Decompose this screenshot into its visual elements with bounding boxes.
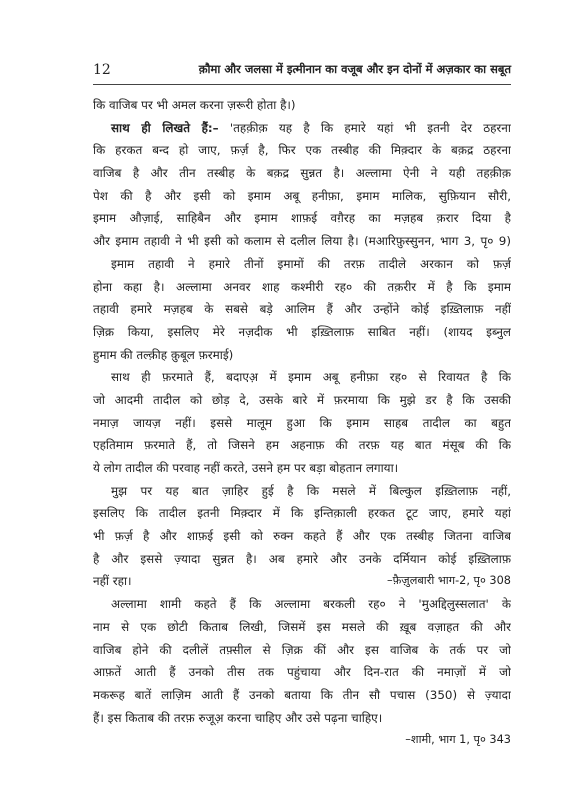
line-text: नाम से एक छोटी किताब लिखी, जिसमें इस मसले की ख़ूब वज़ाहत की और <box>93 619 511 634</box>
page-number: 12 <box>93 62 111 78</box>
line-text: भी फ़र्ज़ है और शाफ़ई इसी को रुक्न कहते हैं और एक तस्बीह जितना वाजिब <box>93 529 511 544</box>
text-line <box>93 593 511 616</box>
text-line <box>93 480 511 503</box>
text-line <box>93 276 511 299</box>
page-header <box>93 60 511 85</box>
line-text: ये लोग तादील की परवाह नहीं करते, उसने हम पर बड़ा बोहतान लगाया। <box>93 461 399 475</box>
line-text: कि वाजिब पर भी अमल करना ज़रूरी होता है।) <box>93 98 296 112</box>
line-text: मकरूह बातें लाज़िम आती हैं उनको बताया कि तीन सौ पचास (350) से ज़्यादा <box>93 687 511 702</box>
text-line <box>93 616 511 639</box>
line-text: है और इससे ज़्यादा सुन्नत है। अब हमारे और उनके दर्मियान कोई इख़्तिलाफ़ <box>93 551 511 566</box>
line-text: नमाज़ जायज़ नहीं। इससे मालूम हुआ कि इमाम साहब तादील का बहुत <box>93 415 511 430</box>
text-line <box>93 412 511 435</box>
line-text: नहीं रहा। <box>93 574 132 589</box>
text-line <box>93 389 511 412</box>
line-text: तहावी हमारे मज़हब के सबसे बड़े आलिम हैं और उन्होंने कोई इख़्तिलाफ़ नहीं <box>93 302 511 317</box>
line-text: अल्लामा शामी कहते हैं कि अल्लामा बरकली रह० ने 'मुअद्दिलुस्सलात' के <box>111 597 511 612</box>
running-title: क़ौमा और जलसा में इत्मीनान का वजूब और इन दोनों में अज़कार का सबूत <box>198 62 511 76</box>
text-line <box>93 253 511 276</box>
text-line <box>93 548 511 571</box>
line-text: साथ ही फ़रमाते हैं, बदाएअ़ में इमाम अबू हनीफ़ा रह० से रिवायत है कि <box>111 370 511 385</box>
line-text: आफ़तें आती हैं उनको तीस तक पहुंचाया और दिन-रात की नमाज़ों में जो <box>93 665 511 680</box>
text-line <box>93 117 511 140</box>
line-text: पेश की है और इसी को इमाम अबू हनीफ़ा, इमाम मालिक, सुफ़ियान सौरी, <box>93 188 511 203</box>
bold-lead-text: साथ ही लिखते हैं:– <box>111 120 219 135</box>
line-text: ज़िक्र किया, इसलिए मेरे नज़दीक भी इख़्तिलाफ़ साबित नहीं। (शायद इब्नुल <box>93 324 511 339</box>
line-text: 'तहक़ीक़ यह है कि हमारे यहां भी इतनी देर ठहरना <box>218 120 511 135</box>
text-line <box>93 570 511 593</box>
text-line <box>93 661 511 684</box>
text-line <box>93 162 511 185</box>
line-text: इमाम तहावी ने हमारे तीनों इमामों की तरफ़ तादीले अरकान को फ़र्ज़ <box>111 256 511 271</box>
line-text: होना कहा है। अल्लामा अनवर शाह कश्मीरी रह० की तक़रीर में है कि इमाम <box>93 279 511 294</box>
text-line <box>93 298 511 321</box>
line-text: मुझ पर यह बात ज़ाहिर हुई है कि मसले में बिल्कुल इख़्तिलाफ़ नहीं, <box>111 483 511 498</box>
line-text: एहतिमाम फ़रमाते हैं, तो जिसने हम अहनाफ़ की तरफ़ यह बात मंसूब की कि <box>93 438 511 453</box>
text-line <box>93 344 511 367</box>
text-line <box>93 639 511 662</box>
text-line <box>93 321 511 344</box>
text-line <box>93 502 511 525</box>
citation: –फ़ैज़ुलबारी भाग-2, पृ० 308 <box>386 574 511 588</box>
line-text: और इमाम तहावी ने भी इसी को कलाम से दलील लिया है। (मआरिफ़ुस्सुनन, भाग 3, पृ० 9) <box>93 234 511 249</box>
text-line <box>93 230 511 253</box>
line-text: वाजिब होने की दलीलें तफ़्सील से ज़िक्र कीं और इस वाजिब के तर्क पर जो <box>93 642 511 657</box>
line-text: कि हरकत बन्द हो जाए, फ़र्ज़ है, फिर एक तस्बीह की मिक़्दार के बक़द्र ठहरना <box>93 143 511 158</box>
text-line <box>93 434 511 457</box>
line-text: हुमाम की तल्क़ीह क़ुबूल फ़रमाई) <box>93 347 234 362</box>
text-line <box>93 684 511 707</box>
line-text: वाजिब है और तीन तस्बीह के बक़द्र सुन्नत है। अल्लामा ऐनी ने यही तहक़ीक़ <box>93 166 511 181</box>
text-line <box>93 457 511 480</box>
page-body <box>93 94 511 752</box>
text-line <box>93 707 511 730</box>
line-text: इमाम औज़ाई, साहिबैन और इमाम शाफ़ई वग़ैरह का मज़हब क़रार दिया है <box>93 211 511 226</box>
text-line <box>93 525 511 548</box>
text-line <box>93 185 511 208</box>
text-line <box>93 94 511 117</box>
text-line <box>93 366 511 389</box>
line-text: जो आदमी तादील को छोड़ दे, उसके बारे में फ़रमाया कि मुझे डर है कि उसकी <box>93 392 511 407</box>
text-line <box>93 207 511 230</box>
line-text: इसलिए कि तादील इतनी मिक़्दार में कि इन्तिक़ाली हरकत टूट जाए, हमारे यहां <box>93 506 511 521</box>
final-citation: –शामी, भाग 1, पृ० 343 <box>405 733 511 747</box>
text-line <box>93 139 511 162</box>
line-text: हैं। इस किताब की तरफ़ रुजूअ़ करना चाहिए और उसे पढ़ना चाहिए। <box>93 710 383 725</box>
